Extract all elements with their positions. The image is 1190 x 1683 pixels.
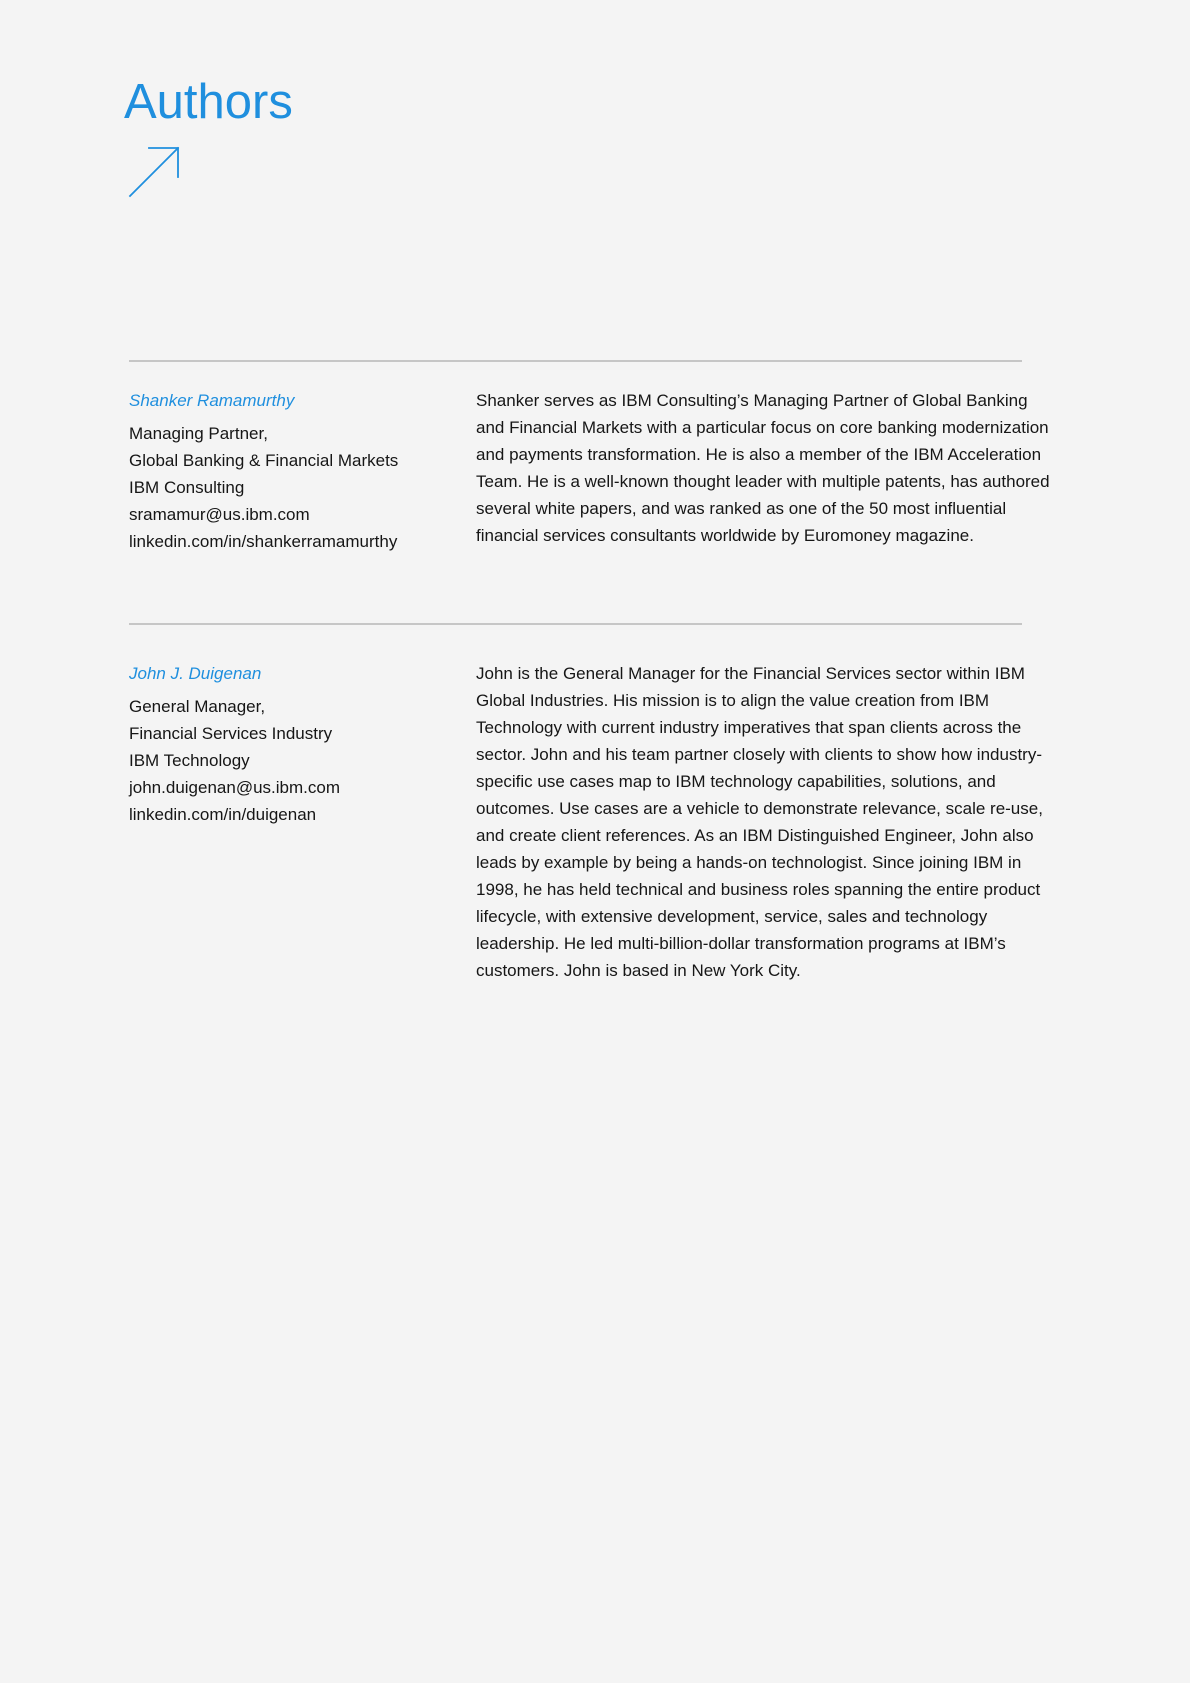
author-email: sramamur@us.ibm.com [129, 505, 310, 524]
author-bio: Shanker serves as IBM Consulting’s Managing Partner of Global Banking and Financial Markets with a particular focus on core banking modernization and payments transformation. He is also a member of the IBM Acceleration Team. He is a well-known thought leader with multiple patents, has authored several white papers, and was ranked as one of the 50 most influential financial services consultants worldwide by Euromoney magazine. [476, 391, 1050, 545]
arrow-up-right-icon [128, 145, 182, 199]
author-role: Managing Partner, [129, 424, 268, 443]
author-department: Financial Services Industry [129, 724, 333, 743]
author-details [129, 387, 459, 555]
section-divider [129, 623, 1022, 625]
author-department: Global Banking & Financial Markets [129, 451, 399, 470]
author-linkedin: linkedin.com/in/shankerramamurthy [129, 532, 398, 551]
author-organization: IBM Consulting [129, 478, 245, 497]
page-title: Authors [124, 75, 293, 129]
author-linkedin: linkedin.com/in/duigenan [129, 805, 317, 824]
author-role: General Manager, [129, 697, 266, 716]
section-divider [129, 360, 1022, 362]
author-email: john.duigenan@us.ibm.com [129, 778, 340, 797]
author-name: Shanker Ramamurthy [129, 391, 295, 410]
author-bio: John is the General Manager for the Financial Services sector within IBM Global Industries. His mission is to align the value creation from IBM Technology with current industry imperatives that span clients across the sector. John and his team partner closely with clients to show how industry-specific use cases map to IBM technology capabilities, solutions, and outcomes. Use cases are a vehicle to demonstrate relevance, scale re-use, and create client references. As an IBM Distinguished Engineer, John also leads by example by being a hands-on technologist. Since joining IBM in 1998, he has held technical and business roles spanning the entire product lifecycle, with extensive development, service, sales and technology leadership. He led multi-billion-dollar transformation programs at IBM’s customers. John is based in New York City. [476, 664, 1043, 980]
author-details [129, 660, 459, 828]
author-organization: IBM Technology [129, 751, 250, 770]
author-name: John J. Duigenan [129, 664, 262, 683]
